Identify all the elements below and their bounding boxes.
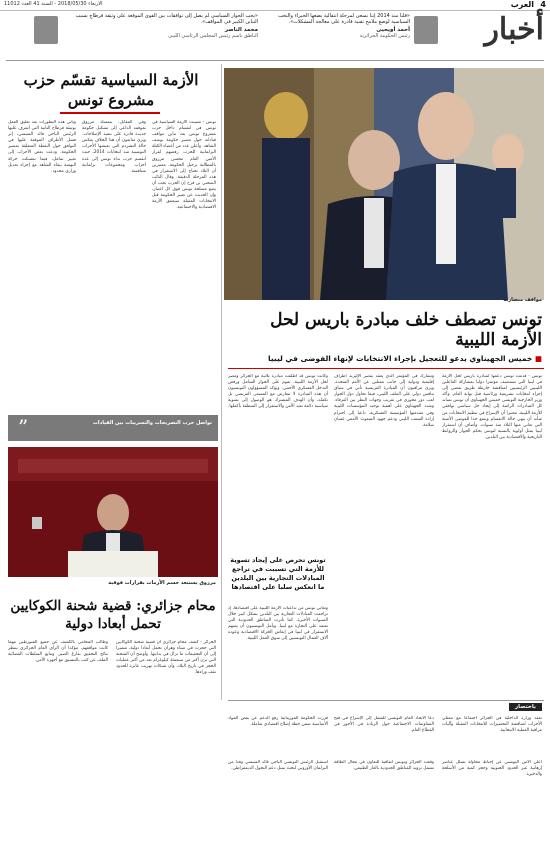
briefs-tag: باختصار bbox=[509, 703, 542, 711]
columnist-name: محمد الناصر bbox=[224, 27, 258, 33]
section-title: أخبار bbox=[484, 12, 544, 47]
brief-item: دعا الاتحاد العام التونسي للشغل إلى الإسراع في فتح المفاوضات الاجتماعية حول الزيادة في الأجور في القطاع العام. bbox=[334, 716, 434, 734]
page-number: 4 bbox=[540, 0, 546, 9]
main-body-col-1: تونس - قدمت تونس دعمها لمبادرة باريس لحل الأزمة في ليبيا التي تستضيف مؤتمرا دوليا بمشاركة الفاعلين الليبيين الرئيسيين لمناقشة خارطة طريق تفضي إلى إجراء انتخابات تشريعية ورئاسية قبل نهاية العام. وأكد وزير الخارجية التونسي خميس الجهيناوي أن تونس تساند كل المبادرات الرامية إلى إيجاد حل سياسي توافقي للأزمة الليبية، معتبرا أن الإسراع في تنظيم الانتخابات من شأنه أن ينهي حالة الانقسام ويضع حدا للفوضى الأمنية التي تعاني منها البلاد منذ سنوات. وأضاف أن استقرار ليبيا يمثل أولوية بالنسبة لتونس بحكم الجوار والروابط التاريخية والاقتصادية بين البلدين. bbox=[442, 374, 542, 440]
left-body-col-2: وفي المقابل، يتمسك مرزوق بموقفه الداعي إلى تشكيل حكومة جديدة قادرة على تنفيذ الإصلاحات. ويرى متابعون أن هذا الخلاف يعكس حالة التشرذم التي تعيشها الأحزاب التونسية منذ انتخابات 2014، حيث انقسم حزب نداء تونس إلى عدة أحزاب ومجموعات برلمانية متنافسة. bbox=[82, 120, 146, 174]
main-subhead bbox=[228, 354, 542, 364]
brief-item: استقبل الرئيس التونسي الباجي قائد السبسي وفدا من البرلمان الأوروبي لبحث سبل دعم التحول الديمقراطي. bbox=[228, 760, 328, 772]
quote-text: «يجب الحوار السياسي لم يصل إلى توافقات بين القوى الموقعة على وثيقة قرطاج بسبب التباين الكبير في المواقف». bbox=[75, 13, 258, 25]
masthead-bar bbox=[0, 0, 550, 11]
speaker-photo bbox=[8, 447, 218, 577]
columnist-role: رئيس الحكومة الجزائرية bbox=[359, 33, 410, 39]
mid-body: وتعاني تونس من تداعيات الأزمة الليبية على اقتصادها، إذ تراجعت المبادلات التجارية بين البلدين بشكل كبير خلال السنوات الأخيرة، كما تأثرت المناطق الحدودية التي تعتمد على التجارة مع ليبيا. ويأمل التونسيون أن يسهم الاستقرار في ليبيا في إنعاش الحركة الاقتصادية وعودة آلاف العمال التونسيين إلى سوق العمل الليبية. bbox=[228, 606, 328, 642]
quote-mark-icon: ” bbox=[18, 415, 29, 439]
columnist-photo bbox=[414, 16, 438, 44]
main-body-col-3: وكانت تونس قد أطلقت مبادرة ثلاثية مع الجزائر ومصر لحل الأزمة الليبية، تقوم على الحوار الشامل ورفض التدخل العسكري الأجنبي. ويؤكد المسؤولون التونسيون أن هذه المبادرة لا تتعارض مع المسعى الفرنسي بل تكمله، وأن الهدف المشترك هو الوصول إلى تسوية سياسية دائمة تعيد الأمن والاستقرار إلى المنطقة بأكملها. bbox=[228, 374, 328, 410]
subhead-text: خميس الجهيناوي يدعو للتعجيل بإجراء الانتخابات لإنهاء الفوضى في ليبيا bbox=[268, 354, 533, 363]
accent-line bbox=[228, 368, 544, 369]
brief-item: وقعت الجزائر وتونس اتفاقية للتعاون في مجال الطاقة تشمل تزويد المناطق الحدودية بالغاز الطبيعي. bbox=[334, 760, 434, 772]
photo-credit: مواقف متضاربة bbox=[503, 297, 542, 303]
bullet-icon: ■ bbox=[532, 354, 542, 363]
quote-box bbox=[8, 415, 218, 441]
brand-logo: العرب bbox=[510, 0, 534, 9]
quote-box-text: تواصل حرب التصريحات والتسريبات بين القيادات bbox=[92, 420, 212, 426]
pullquote-headline: تونس تحرص على إيجاد تسوية للأزمة التي تسببت في تراجع المبادلات التجارية بين البلدين ما انعكس سلبا على اقتصادها bbox=[230, 556, 326, 591]
columnist-photo bbox=[34, 16, 58, 44]
header-divider bbox=[6, 60, 544, 61]
left2-body-col-1: الجزائر - كشف محام جزائري أن قضية شحنة الكوكايين التي حجزت في ميناء وهران تحمل أبعادا دولية، مشيرا إلى أن التحقيقات ما تزال في بدايتها. وأوضح أن الشحنة التي تزن أكثر من سبعمئة كيلوغرام تعد من أكبر عمليات الحجز في تاريخ البلاد، وأن شبكات تهريب عابرة للحدود تقف وراءها. bbox=[116, 640, 216, 676]
columnist-role: الناطق باسم رئيس المجلس الرئاسي الليبي bbox=[168, 33, 258, 39]
left2-body-col-2: وطالب المحامي بالكشف عن جميع المتورطين مهما كانت مواقعهم، مؤكدا أن الرأي العام الجزائري ينتظر نتائج التحقيق بفارغ الصبر. وتتابع السلطات القضائية الملف عن كثب بالتنسيق مع أجهزة الأمن. bbox=[8, 640, 108, 664]
brief-item: تعقد وزارة الداخلية في الجزائر اجتماعا مع ممثلي الأحزاب لمناقشة التحضيرات للانتخابات المقبلة وآليات مراقبة العملية الانتخابية. bbox=[442, 716, 542, 734]
issue-line: الاربعاء 2018/05/30 - السنة 41 العدد 11012 bbox=[4, 1, 103, 7]
photo-caption: مرزوق يستبعد حسم الأزمات بقرارات فوقية bbox=[108, 580, 216, 586]
main-body-col-2: وتشارك في المؤتمر الذي يعقد بقصر الإليزيه أطراف إقليمية ودولية إلى جانب ممثلين عن الأمم المتحدة. ويرى مراقبون أن المبادرة الفرنسية تأتي في سياق تنافس دولي على الملف الليبي، فيما تحاول دول الجوار لعب دور محوري في تقريب وجهات النظر بين الفرقاء. وشدد الجهيناوي على أهمية توحيد المؤسسات الليبية وفي مقدمتها المؤسسة العسكرية، داعيا إلى احترام إرادة الشعب الليبي ودعم جهود المبعوث الأممي غسان سلامة. bbox=[334, 374, 434, 428]
columnist-quote-1 bbox=[270, 13, 410, 39]
accent-underline bbox=[60, 112, 160, 114]
left-headline: الأزمة السياسية تقسّم حزب مشروع تونس bbox=[23, 71, 199, 109]
columnist-quote-2 bbox=[62, 13, 258, 39]
left-body-col-1: تونس - تسببت الأزمة السياسية في تونس في انقسام داخل حزب مشروع تونس بعد تباين مواقف قياداته حول مصير حكومة يوسف الشاهد. وأعلن عدد من أعضاء الكتلة البرلمانية للحزب رفضهم لقرار الأمين العام محسن مرزوق بالمطالبة برحيل الحكومة، معتبرين أن البلاد تحتاج إلى الاستقرار في هذه المرحلة الدقيقة. وقال النائب الصحبي بن فرج إن الحزب يجب أن يضع مصلحة تونس فوق كل اعتبار، وإن الحديث عن تغيير الحكومة قبل الانتخابات المقبلة سيعمق الأزمة الاقتصادية والاجتماعية. bbox=[152, 120, 216, 211]
quote-text: «قلنا منذ 2014 إننا نسعى لمرحلة انتقالية يضعها الخبراء والنخب السياسية لوضع ملامح تقنية قادرة على معالجة المشكلات». bbox=[278, 13, 410, 25]
left2-headline: محام جزائري: قضية شحنة الكوكايين تحمل أبعادا دولية bbox=[10, 598, 216, 632]
columnist-name: أحمد أويحيى bbox=[376, 27, 410, 33]
left-body-col-3: وتأتي هذه التطورات بعد تعليق العمل بوثيقة قرطاج الثانية التي أشرف عليها الرئيس الباجي قائد السبسي، إثر فشل الأطراف الموقعة عليها في التوافق حول النقطة المتعلقة بمصير الحكومة. ودعت بعض الأحزاب إلى تغيير شامل، فيما تمسكت حركة النهضة ببقاء الشاهد مع إجراء تعديل وزاري محدود. bbox=[8, 120, 76, 174]
column-divider bbox=[221, 64, 222, 700]
brief-item: أعلن الأمن التونسي عن إحباط محاولة تسلل عناصر إرهابية عبر الحدود الجنوبية وحجز كمية من الأسلحة والذخيرة. bbox=[442, 760, 542, 778]
main-headline: تونس تصطف خلف مبادرة باريس لحل الأزمة الليبية bbox=[270, 310, 542, 350]
brief-item: قررت الحكومة الموريتانية رفع الدعم عن بعض المواد الأساسية ضمن خطة إصلاح اقتصادي شاملة. bbox=[228, 716, 328, 728]
main-photo bbox=[224, 68, 544, 300]
